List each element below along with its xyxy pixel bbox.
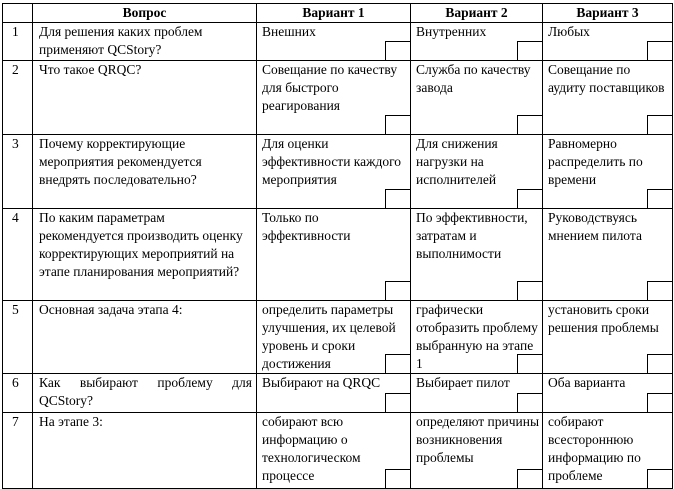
table-row bbox=[3, 301, 673, 374]
answer-checkbox[interactable] bbox=[517, 115, 542, 134]
option-cell bbox=[257, 209, 411, 301]
option-text: собирают всю информацию о технологическом процессе bbox=[262, 414, 361, 483]
answer-checkbox[interactable] bbox=[517, 281, 542, 300]
option-cell bbox=[257, 374, 411, 413]
question-text: Основная задача этапа 4: bbox=[33, 301, 257, 374]
row-number: 1 bbox=[3, 23, 33, 61]
row-number: 6 bbox=[3, 374, 33, 413]
answer-checkbox[interactable] bbox=[517, 469, 542, 488]
table-row bbox=[3, 413, 673, 489]
table-row bbox=[3, 135, 673, 209]
answer-checkbox[interactable] bbox=[647, 189, 672, 208]
option-cell bbox=[543, 374, 673, 413]
option-cell bbox=[257, 413, 411, 489]
option-text: Руководствуясь мнением пилота bbox=[548, 210, 642, 243]
answer-checkbox[interactable] bbox=[385, 354, 410, 373]
option-text: По эффективности, затратам и выполнимости bbox=[416, 210, 528, 261]
row-number: 7 bbox=[3, 413, 33, 489]
option-text: Внутренних bbox=[416, 24, 487, 39]
option-cell bbox=[411, 374, 543, 413]
header-option-1: Вариант 1 bbox=[257, 4, 411, 23]
answer-checkbox[interactable] bbox=[517, 189, 542, 208]
option-text: Выбирает пилот bbox=[416, 375, 510, 390]
option-text: Внешних bbox=[262, 24, 316, 39]
answer-checkbox[interactable] bbox=[385, 41, 410, 60]
option-text: Только по эффективности bbox=[262, 210, 351, 243]
row-number: 4 bbox=[3, 209, 33, 301]
option-text: Равномерно распределить по времени bbox=[548, 136, 643, 187]
answer-checkbox[interactable] bbox=[517, 393, 542, 412]
question-text: Почему корректирующие мероприятия рекомендуется внедрять последовательно? bbox=[33, 135, 257, 209]
option-cell bbox=[257, 61, 411, 135]
table-row bbox=[3, 61, 673, 135]
option-text: графически отобразить проблему выбранную на этапе 1 bbox=[416, 302, 538, 371]
answer-checkbox[interactable] bbox=[647, 393, 672, 412]
option-text: Оба варианта bbox=[548, 375, 626, 390]
option-cell bbox=[411, 61, 543, 135]
option-cell bbox=[257, 23, 411, 61]
option-cell bbox=[543, 413, 673, 489]
answer-checkbox[interactable] bbox=[647, 41, 672, 60]
question-text: Как выбирают проблему для QCStory? bbox=[33, 374, 257, 413]
option-text: Служба по качеству завода bbox=[416, 62, 531, 95]
header-row bbox=[3, 4, 673, 23]
question-text: Что такое QRQC? bbox=[33, 61, 257, 135]
option-cell bbox=[543, 209, 673, 301]
option-text: Выбирают на QRQC bbox=[262, 375, 381, 390]
option-text: определить параметры улучшения, их целевой уровень и сроки достижения bbox=[262, 302, 396, 371]
table-row bbox=[3, 209, 673, 301]
table-row bbox=[3, 23, 673, 61]
answer-checkbox[interactable] bbox=[647, 281, 672, 300]
answer-checkbox[interactable] bbox=[385, 281, 410, 300]
answer-checkbox[interactable] bbox=[385, 469, 410, 488]
row-number: 3 bbox=[3, 135, 33, 209]
option-cell bbox=[257, 135, 411, 209]
question-text: На этапе 3: bbox=[33, 413, 257, 489]
answer-checkbox[interactable] bbox=[647, 354, 672, 373]
option-text: Для снижения нагрузки на исполнителей bbox=[416, 136, 498, 187]
header-option-3: Вариант 3 bbox=[543, 4, 673, 23]
option-cell bbox=[411, 413, 543, 489]
option-cell bbox=[543, 301, 673, 374]
quiz-table bbox=[2, 3, 673, 489]
answer-checkbox[interactable] bbox=[385, 189, 410, 208]
row-number: 5 bbox=[3, 301, 33, 374]
option-text: Для оценки эффективности каждого мероприятия bbox=[262, 136, 402, 187]
answer-checkbox[interactable] bbox=[647, 115, 672, 134]
option-text: установить сроки решения проблемы bbox=[548, 302, 659, 335]
answer-checkbox[interactable] bbox=[517, 41, 542, 60]
row-number: 2 bbox=[3, 61, 33, 135]
option-text: определяют причины возникновения проблемы bbox=[416, 414, 540, 465]
answer-checkbox[interactable] bbox=[517, 354, 542, 373]
option-cell bbox=[411, 209, 543, 301]
option-cell bbox=[411, 23, 543, 61]
answer-checkbox[interactable] bbox=[385, 393, 410, 412]
answer-checkbox[interactable] bbox=[647, 469, 672, 488]
option-text: Любых bbox=[548, 24, 590, 39]
option-text: Совещание по аудиту поставщиков bbox=[548, 62, 665, 95]
question-text: Для решения каких проблем применяют QCStory? bbox=[33, 23, 257, 61]
option-cell bbox=[543, 135, 673, 209]
header-question: Вопрос bbox=[33, 4, 257, 23]
question-text: По каким параметрам рекомендуется производить оценку корректирующих мероприятий на этапе планирования мероприятий? bbox=[33, 209, 257, 301]
option-cell bbox=[411, 301, 543, 374]
table-row bbox=[3, 374, 673, 413]
option-cell bbox=[257, 301, 411, 374]
option-cell bbox=[543, 61, 673, 135]
header-number bbox=[3, 4, 33, 23]
option-text: собирают всестороннюю информацию по проблеме bbox=[548, 414, 641, 483]
header-option-2: Вариант 2 bbox=[411, 4, 543, 23]
option-text: Совещание по качеству для быстрого реагирования bbox=[262, 62, 398, 113]
option-cell bbox=[543, 23, 673, 61]
option-cell bbox=[411, 135, 543, 209]
answer-checkbox[interactable] bbox=[385, 115, 410, 134]
